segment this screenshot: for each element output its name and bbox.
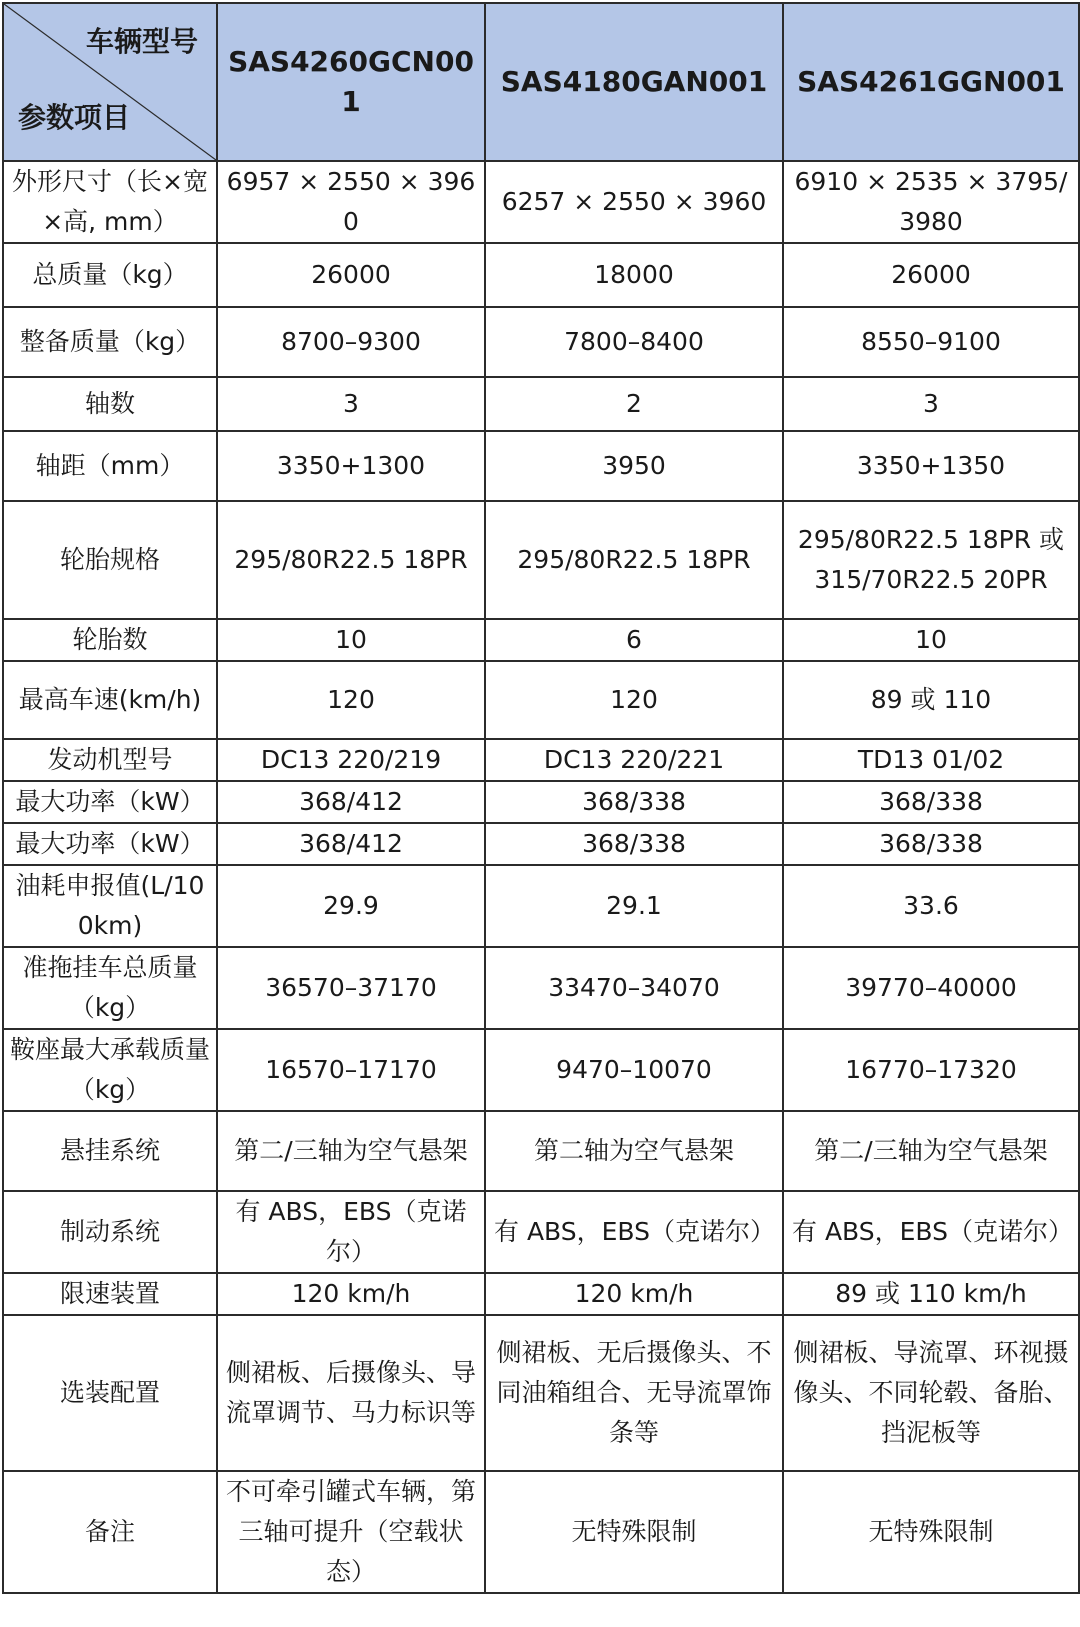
parameter-label: 总质量（kg） — [3, 243, 217, 307]
model-header: SAS4180GAN001 — [485, 3, 783, 161]
value-cell: 89 或 110 — [783, 661, 1079, 739]
parameter-axis-label: 参数项目 — [18, 101, 131, 134]
value-cell: 有 ABS，EBS（克诺尔） — [217, 1191, 485, 1273]
value-cell: 368/338 — [485, 781, 783, 823]
value-cell: 侧裙板、无后摄像头、不同油箱组合、无导流罩饰条等 — [485, 1315, 783, 1471]
model-axis-label: 车辆型号 — [85, 25, 198, 58]
value-cell: 120 — [217, 661, 485, 739]
parameter-label: 选装配置 — [3, 1315, 217, 1471]
corner-header-cell — [3, 3, 217, 161]
table-row — [3, 161, 1079, 243]
value-cell: 第二轴为空气悬架 — [485, 1111, 783, 1191]
value-cell: DC13 220/221 — [485, 739, 783, 781]
parameter-label: 轴数 — [3, 377, 217, 431]
table-row — [3, 947, 1079, 1029]
parameter-label: 备注 — [3, 1471, 217, 1593]
parameter-label: 外形尺寸（长×宽×高, mm） — [3, 161, 217, 243]
value-cell: DC13 220/219 — [217, 739, 485, 781]
parameter-label: 准拖挂车总质量（kg） — [3, 947, 217, 1029]
value-cell: 不可牵引罐式车辆，第三轴可提升（空载状态） — [217, 1471, 485, 1593]
parameter-label: 轴距（mm） — [3, 431, 217, 501]
table-row — [3, 1273, 1079, 1315]
value-cell: 120 km/h — [485, 1273, 783, 1315]
value-cell: 26000 — [217, 243, 485, 307]
value-cell: 29.9 — [217, 865, 485, 947]
parameter-label: 制动系统 — [3, 1191, 217, 1273]
table-row — [3, 1315, 1079, 1471]
value-cell: 2 — [485, 377, 783, 431]
value-cell: 39770–40000 — [783, 947, 1079, 1029]
value-cell: 3 — [783, 377, 1079, 431]
value-cell: 16570–17170 — [217, 1029, 485, 1111]
table-row — [3, 501, 1079, 619]
table-row — [3, 1191, 1079, 1273]
value-cell: 368/338 — [485, 823, 783, 865]
table-row — [3, 1471, 1079, 1593]
value-cell: 6957 × 2550 × 3960 — [217, 161, 485, 243]
table-row — [3, 865, 1079, 947]
parameter-label: 最大功率（kW） — [3, 781, 217, 823]
value-cell: 295/80R22.5 18PR — [485, 501, 783, 619]
value-cell: 295/80R22.5 18PR — [217, 501, 485, 619]
header-row — [3, 3, 1079, 161]
table-row — [3, 739, 1079, 781]
value-cell: 3350+1350 — [783, 431, 1079, 501]
table-row — [3, 1111, 1079, 1191]
table-row — [3, 377, 1079, 431]
value-cell: 侧裙板、后摄像头、导流罩调节、马力标识等 — [217, 1315, 485, 1471]
value-cell: 8550–9100 — [783, 307, 1079, 377]
value-cell: 10 — [217, 619, 485, 661]
parameter-label: 发动机型号 — [3, 739, 217, 781]
value-cell: 6 — [485, 619, 783, 661]
value-cell: 9470–10070 — [485, 1029, 783, 1111]
value-cell: 26000 — [783, 243, 1079, 307]
value-cell: 18000 — [485, 243, 783, 307]
value-cell: 6910 × 2535 × 3795/3980 — [783, 161, 1079, 243]
value-cell: 6257 × 2550 × 3960 — [485, 161, 783, 243]
parameter-label: 限速装置 — [3, 1273, 217, 1315]
table-row — [3, 823, 1079, 865]
parameter-label: 悬挂系统 — [3, 1111, 217, 1191]
value-cell: 10 — [783, 619, 1079, 661]
value-cell: 16770–17320 — [783, 1029, 1079, 1111]
table-row — [3, 431, 1079, 501]
value-cell: TD13 01/02 — [783, 739, 1079, 781]
value-cell: 120 km/h — [217, 1273, 485, 1315]
value-cell: 侧裙板、导流罩、环视摄像头、不同轮毂、备胎、挡泥板等 — [783, 1315, 1079, 1471]
value-cell: 368/338 — [783, 823, 1079, 865]
value-cell: 368/338 — [783, 781, 1079, 823]
value-cell: 有 ABS，EBS（克诺尔） — [783, 1191, 1079, 1273]
value-cell: 295/80R22.5 18PR 或 315/70R22.5 20PR — [783, 501, 1079, 619]
parameter-label: 最高车速(km/h) — [3, 661, 217, 739]
value-cell: 33.6 — [783, 865, 1079, 947]
value-cell: 8700–9300 — [217, 307, 485, 377]
spec-table — [2, 2, 1080, 1594]
value-cell: 无特殊限制 — [485, 1471, 783, 1593]
value-cell: 第二/三轴为空气悬架 — [217, 1111, 485, 1191]
table-row — [3, 243, 1079, 307]
model-header: SAS4260GCN001 — [217, 3, 485, 161]
parameter-label: 鞍座最大承载质量（kg） — [3, 1029, 217, 1111]
parameter-label: 整备质量（kg） — [3, 307, 217, 377]
table-row — [3, 307, 1079, 377]
value-cell: 3950 — [485, 431, 783, 501]
parameter-label: 最大功率（kW） — [3, 823, 217, 865]
value-cell: 3350+1300 — [217, 431, 485, 501]
value-cell: 120 — [485, 661, 783, 739]
value-cell: 7800–8400 — [485, 307, 783, 377]
parameter-label: 轮胎数 — [3, 619, 217, 661]
table-row — [3, 619, 1079, 661]
value-cell: 29.1 — [485, 865, 783, 947]
table-row — [3, 781, 1079, 823]
value-cell: 36570–37170 — [217, 947, 485, 1029]
value-cell: 89 或 110 km/h — [783, 1273, 1079, 1315]
value-cell: 第二/三轴为空气悬架 — [783, 1111, 1079, 1191]
table-row — [3, 1029, 1079, 1111]
value-cell: 3 — [217, 377, 485, 431]
value-cell: 33470–34070 — [485, 947, 783, 1029]
value-cell: 368/412 — [217, 781, 485, 823]
value-cell: 无特殊限制 — [783, 1471, 1079, 1593]
value-cell: 有 ABS，EBS（克诺尔） — [485, 1191, 783, 1273]
model-header: SAS4261GGN001 — [783, 3, 1079, 161]
parameter-label: 油耗申报值(L/100km) — [3, 865, 217, 947]
value-cell: 368/412 — [217, 823, 485, 865]
parameter-label: 轮胎规格 — [3, 501, 217, 619]
table-row — [3, 661, 1079, 739]
